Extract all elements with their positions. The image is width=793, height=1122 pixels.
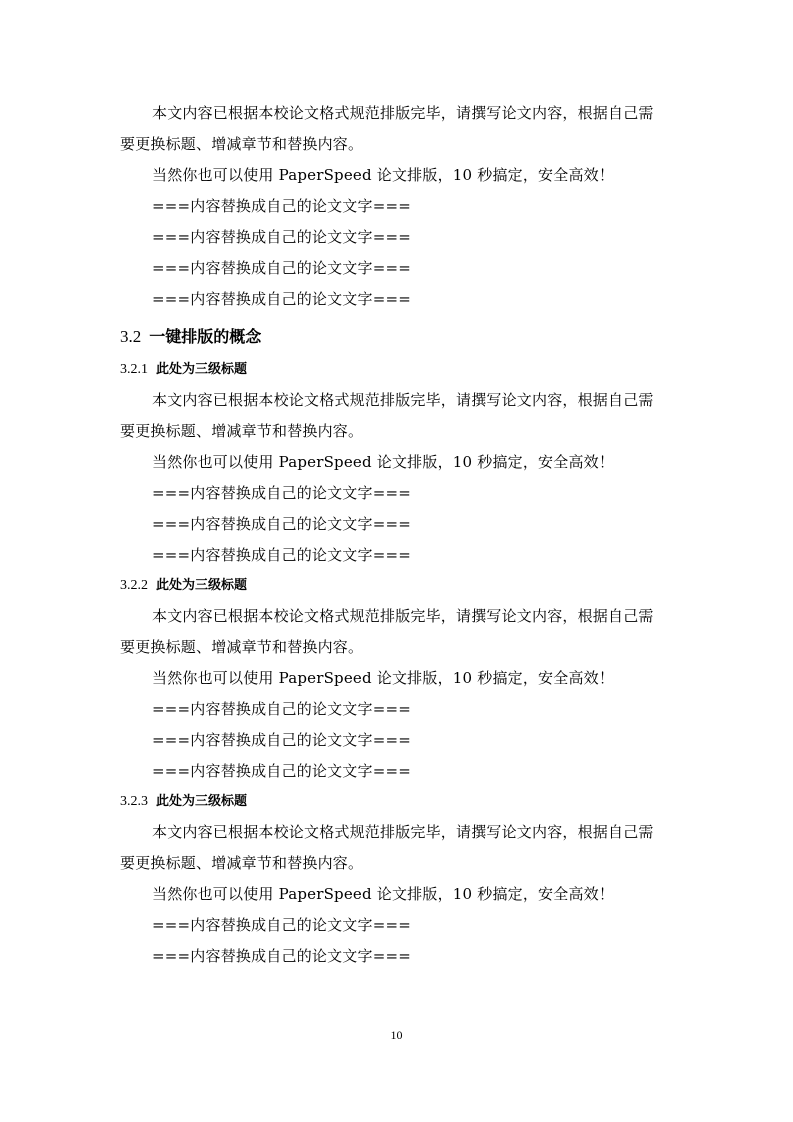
subsection-heading [120, 571, 676, 601]
body-paragraph-continuation: 要更换标题、增减章节和替换内容。 [120, 135, 364, 153]
section-number: 3.2 [120, 327, 142, 346]
body-paragraph: 本文内容已根据本校论文格式规范排版完毕，请撰写论文内容，根据自己需 [152, 607, 654, 625]
body-paragraph: 本文内容已根据本校论文格式规范排版完毕，请撰写论文内容，根据自己需 [152, 104, 654, 122]
placeholder-line: ===内容替换成自己的论文文字=== [152, 290, 412, 308]
body-paragraph: 当然你也可以使用 PaperSpeed 论文排版，10 秒搞定，安全高效！ [152, 166, 615, 184]
subsection-number: 3.2.3 [120, 794, 148, 809]
subsection-number: 3.2.1 [120, 362, 148, 377]
body-paragraph: 当然你也可以使用 PaperSpeed 论文排版，10 秒搞定，安全高效！ [152, 669, 615, 687]
subsection-title: 此处为三级标题 [156, 362, 248, 377]
placeholder-line: ===内容替换成自己的论文文字=== [152, 731, 412, 749]
placeholder-line: ===内容替换成自己的论文文字=== [152, 259, 412, 277]
placeholder-line: ===内容替换成自己的论文文字=== [152, 762, 412, 780]
body-paragraph: 当然你也可以使用 PaperSpeed 论文排版，10 秒搞定，安全高效！ [152, 885, 615, 903]
section-heading [120, 315, 676, 355]
placeholder-line: ===内容替换成自己的论文文字=== [152, 197, 412, 215]
body-paragraph-continuation: 要更换标题、增减章节和替换内容。 [120, 638, 364, 656]
placeholder-line: ===内容替换成自己的论文文字=== [152, 228, 412, 246]
subsection-title: 此处为三级标题 [156, 578, 248, 593]
body-paragraph-continuation: 要更换标题、增减章节和替换内容。 [120, 854, 364, 872]
body-paragraph: 当然你也可以使用 PaperSpeed 论文排版，10 秒搞定，安全高效！ [152, 453, 615, 471]
page-number: 10 [390, 1028, 403, 1042]
placeholder-line: ===内容替换成自己的论文文字=== [152, 515, 412, 533]
placeholder-line: ===内容替换成自己的论文文字=== [152, 947, 412, 965]
body-paragraph: 本文内容已根据本校论文格式规范排版完毕，请撰写论文内容，根据自己需 [152, 391, 654, 409]
page-body [120, 98, 676, 972]
body-paragraph: 本文内容已根据本校论文格式规范排版完毕，请撰写论文内容，根据自己需 [152, 823, 654, 841]
subsection-number: 3.2.2 [120, 578, 148, 593]
subsection-heading [120, 787, 676, 817]
subsection-heading [120, 355, 676, 385]
placeholder-line: ===内容替换成自己的论文文字=== [152, 700, 412, 718]
placeholder-line: ===内容替换成自己的论文文字=== [152, 546, 412, 564]
placeholder-line: ===内容替换成自己的论文文字=== [152, 484, 412, 502]
placeholder-line: ===内容替换成自己的论文文字=== [152, 916, 412, 934]
body-paragraph-continuation: 要更换标题、增减章节和替换内容。 [120, 422, 364, 440]
section-title: 一键排版的概念 [149, 327, 262, 346]
subsection-title: 此处为三级标题 [156, 794, 248, 809]
